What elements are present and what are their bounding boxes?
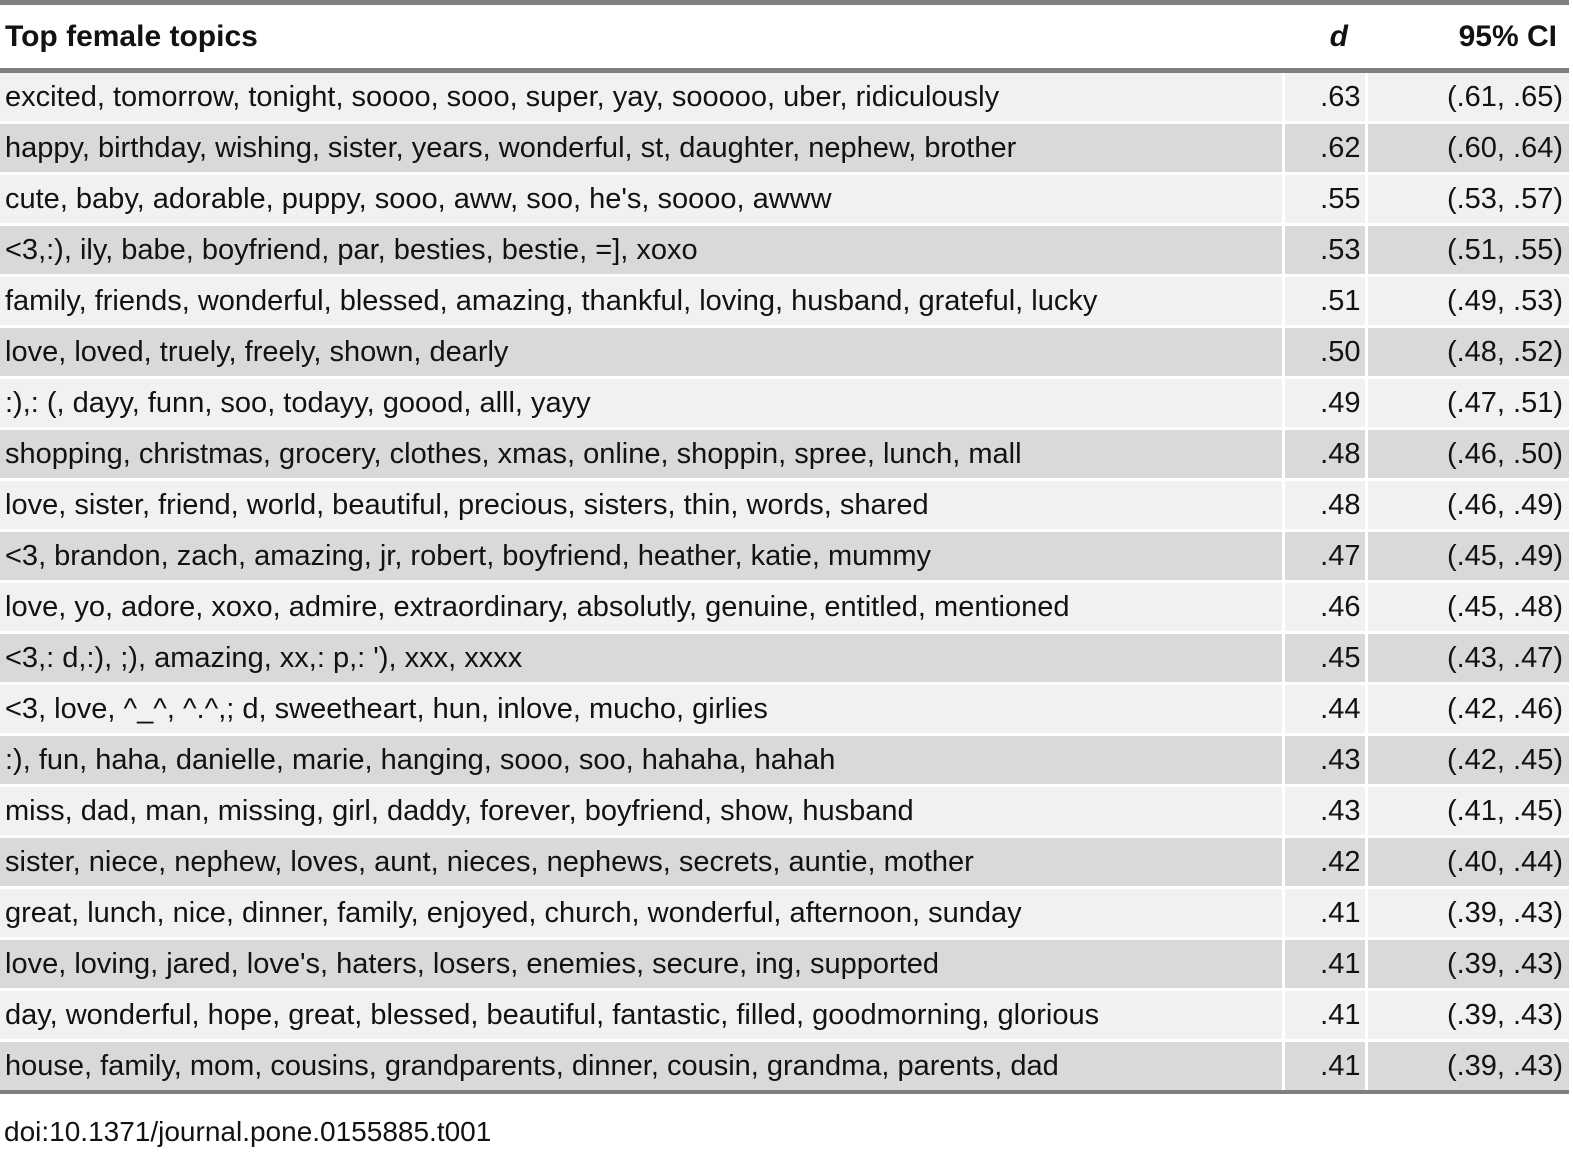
- table-row: [0, 327, 1569, 378]
- table-row: [0, 225, 1569, 276]
- table-row: [0, 429, 1569, 480]
- table-row: [0, 531, 1569, 582]
- column-header-d: d: [1283, 3, 1366, 71]
- table-cell-ci: (.47, .51): [1366, 378, 1569, 429]
- column-header-ci: 95% CI: [1366, 3, 1569, 71]
- table-cell-topic: love, yo, adore, xoxo, admire, extraordinary, absolutly, genuine, entitled, mentioned: [0, 582, 1283, 633]
- table-cell-topic: shopping, christmas, grocery, clothes, xmas, online, shoppin, spree, lunch, mall: [0, 429, 1283, 480]
- table-row: [0, 480, 1569, 531]
- column-header-topic: Top female topics: [0, 3, 1283, 71]
- table-row: [0, 990, 1569, 1041]
- table-cell-d: .41: [1283, 990, 1366, 1041]
- table-cell-d: .41: [1283, 888, 1366, 939]
- table-row: [0, 174, 1569, 225]
- table-row: [0, 276, 1569, 327]
- table-cell-topic: :),: (, dayy, funn, soo, todayy, goood, alll, yayy: [0, 378, 1283, 429]
- table-row: [0, 633, 1569, 684]
- table-cell-topic: <3,:), ily, babe, boyfriend, par, besties, bestie, =], xoxo: [0, 225, 1283, 276]
- table-row: [0, 735, 1569, 786]
- table-cell-d: .53: [1283, 225, 1366, 276]
- table-row: [0, 684, 1569, 735]
- table-cell-d: .43: [1283, 786, 1366, 837]
- table-cell-topic: house, family, mom, cousins, grandparents, dinner, cousin, grandma, parents, dad: [0, 1041, 1283, 1093]
- table-cell-ci: (.46, .49): [1366, 480, 1569, 531]
- table-cell-ci: (.45, .48): [1366, 582, 1569, 633]
- table-header-row: [0, 3, 1569, 71]
- table-cell-ci: (.51, .55): [1366, 225, 1569, 276]
- table-cell-ci: (.39, .43): [1366, 990, 1569, 1041]
- table-cell-ci: (.40, .44): [1366, 837, 1569, 888]
- table-cell-ci: (.39, .43): [1366, 939, 1569, 990]
- table-cell-d: .45: [1283, 633, 1366, 684]
- table-cell-d: .41: [1283, 939, 1366, 990]
- table-body: [0, 71, 1569, 1093]
- table-cell-d: .41: [1283, 1041, 1366, 1093]
- table-cell-topic: love, sister, friend, world, beautiful, precious, sisters, thin, words, shared: [0, 480, 1283, 531]
- table-cell-ci: (.61, .65): [1366, 71, 1569, 123]
- table-cell-topic: sister, niece, nephew, loves, aunt, nieces, nephews, secrets, auntie, mother: [0, 837, 1283, 888]
- table-cell-d: .43: [1283, 735, 1366, 786]
- table-cell-ci: (.39, .43): [1366, 1041, 1569, 1093]
- table-cell-topic: cute, baby, adorable, puppy, sooo, aww, soo, he's, soooo, awww: [0, 174, 1283, 225]
- table-cell-topic: love, loved, truely, freely, shown, dearly: [0, 327, 1283, 378]
- table-cell-d: .46: [1283, 582, 1366, 633]
- table-cell-ci: (.42, .46): [1366, 684, 1569, 735]
- table-cell-d: .44: [1283, 684, 1366, 735]
- table-row: [0, 1041, 1569, 1093]
- table-cell-d: .49: [1283, 378, 1366, 429]
- table-cell-ci: (.43, .47): [1366, 633, 1569, 684]
- doi-caption: doi:10.1371/journal.pone.0155885.t001: [4, 1116, 492, 1147]
- table-row: [0, 786, 1569, 837]
- table-cell-ci: (.46, .50): [1366, 429, 1569, 480]
- table-cell-topic: day, wonderful, hope, great, blessed, beautiful, fantastic, filled, goodmorning, glorious: [0, 990, 1283, 1041]
- table-cell-topic: <3, love, ^_^, ^.^,; d, sweetheart, hun, inlove, mucho, girlies: [0, 684, 1283, 735]
- table-row: [0, 939, 1569, 990]
- table-cell-ci: (.41, .45): [1366, 786, 1569, 837]
- table-cell-topic: :), fun, haha, danielle, marie, hanging, sooo, soo, hahaha, hahah: [0, 735, 1283, 786]
- table-cell-d: .48: [1283, 480, 1366, 531]
- table-cell-topic: excited, tomorrow, tonight, soooo, sooo, super, yay, sooooo, uber, ridiculously: [0, 71, 1283, 123]
- table-cell-d: .51: [1283, 276, 1366, 327]
- table-cell-topic: <3, brandon, zach, amazing, jr, robert, boyfriend, heather, katie, mummy: [0, 531, 1283, 582]
- table-cell-ci: (.60, .64): [1366, 123, 1569, 174]
- table-cell-topic: great, lunch, nice, dinner, family, enjoyed, church, wonderful, afternoon, sunday: [0, 888, 1283, 939]
- table-cell-d: .50: [1283, 327, 1366, 378]
- table-cell-topic: family, friends, wonderful, blessed, amazing, thankful, loving, husband, grateful, lucky: [0, 276, 1283, 327]
- table-cell-d: .42: [1283, 837, 1366, 888]
- table-cell-ci: (.39, .43): [1366, 888, 1569, 939]
- table-row: [0, 378, 1569, 429]
- table-cell-ci: (.53, .57): [1366, 174, 1569, 225]
- table-row: [0, 837, 1569, 888]
- table-cell-d: .63: [1283, 71, 1366, 123]
- table-cell-d: .62: [1283, 123, 1366, 174]
- table-cell-topic: love, loving, jared, love's, haters, losers, enemies, secure, ing, supported: [0, 939, 1283, 990]
- table-row: [0, 888, 1569, 939]
- table-cell-ci: (.45, .49): [1366, 531, 1569, 582]
- table-row: [0, 71, 1569, 123]
- table-cell-d: .47: [1283, 531, 1366, 582]
- table-cell-d: .48: [1283, 429, 1366, 480]
- table-row: [0, 582, 1569, 633]
- table-cell-topic: happy, birthday, wishing, sister, years, wonderful, st, daughter, nephew, brother: [0, 123, 1283, 174]
- table-cell-ci: (.48, .52): [1366, 327, 1569, 378]
- table-cell-topic: miss, dad, man, missing, girl, daddy, forever, boyfriend, show, husband: [0, 786, 1283, 837]
- table-cell-d: .55: [1283, 174, 1366, 225]
- table-cell-topic: <3,: d,:), ;), amazing, xx,: p,: '), xxx, xxxx: [0, 633, 1283, 684]
- table-cell-ci: (.49, .53): [1366, 276, 1569, 327]
- table-row: [0, 123, 1569, 174]
- table-cell-ci: (.42, .45): [1366, 735, 1569, 786]
